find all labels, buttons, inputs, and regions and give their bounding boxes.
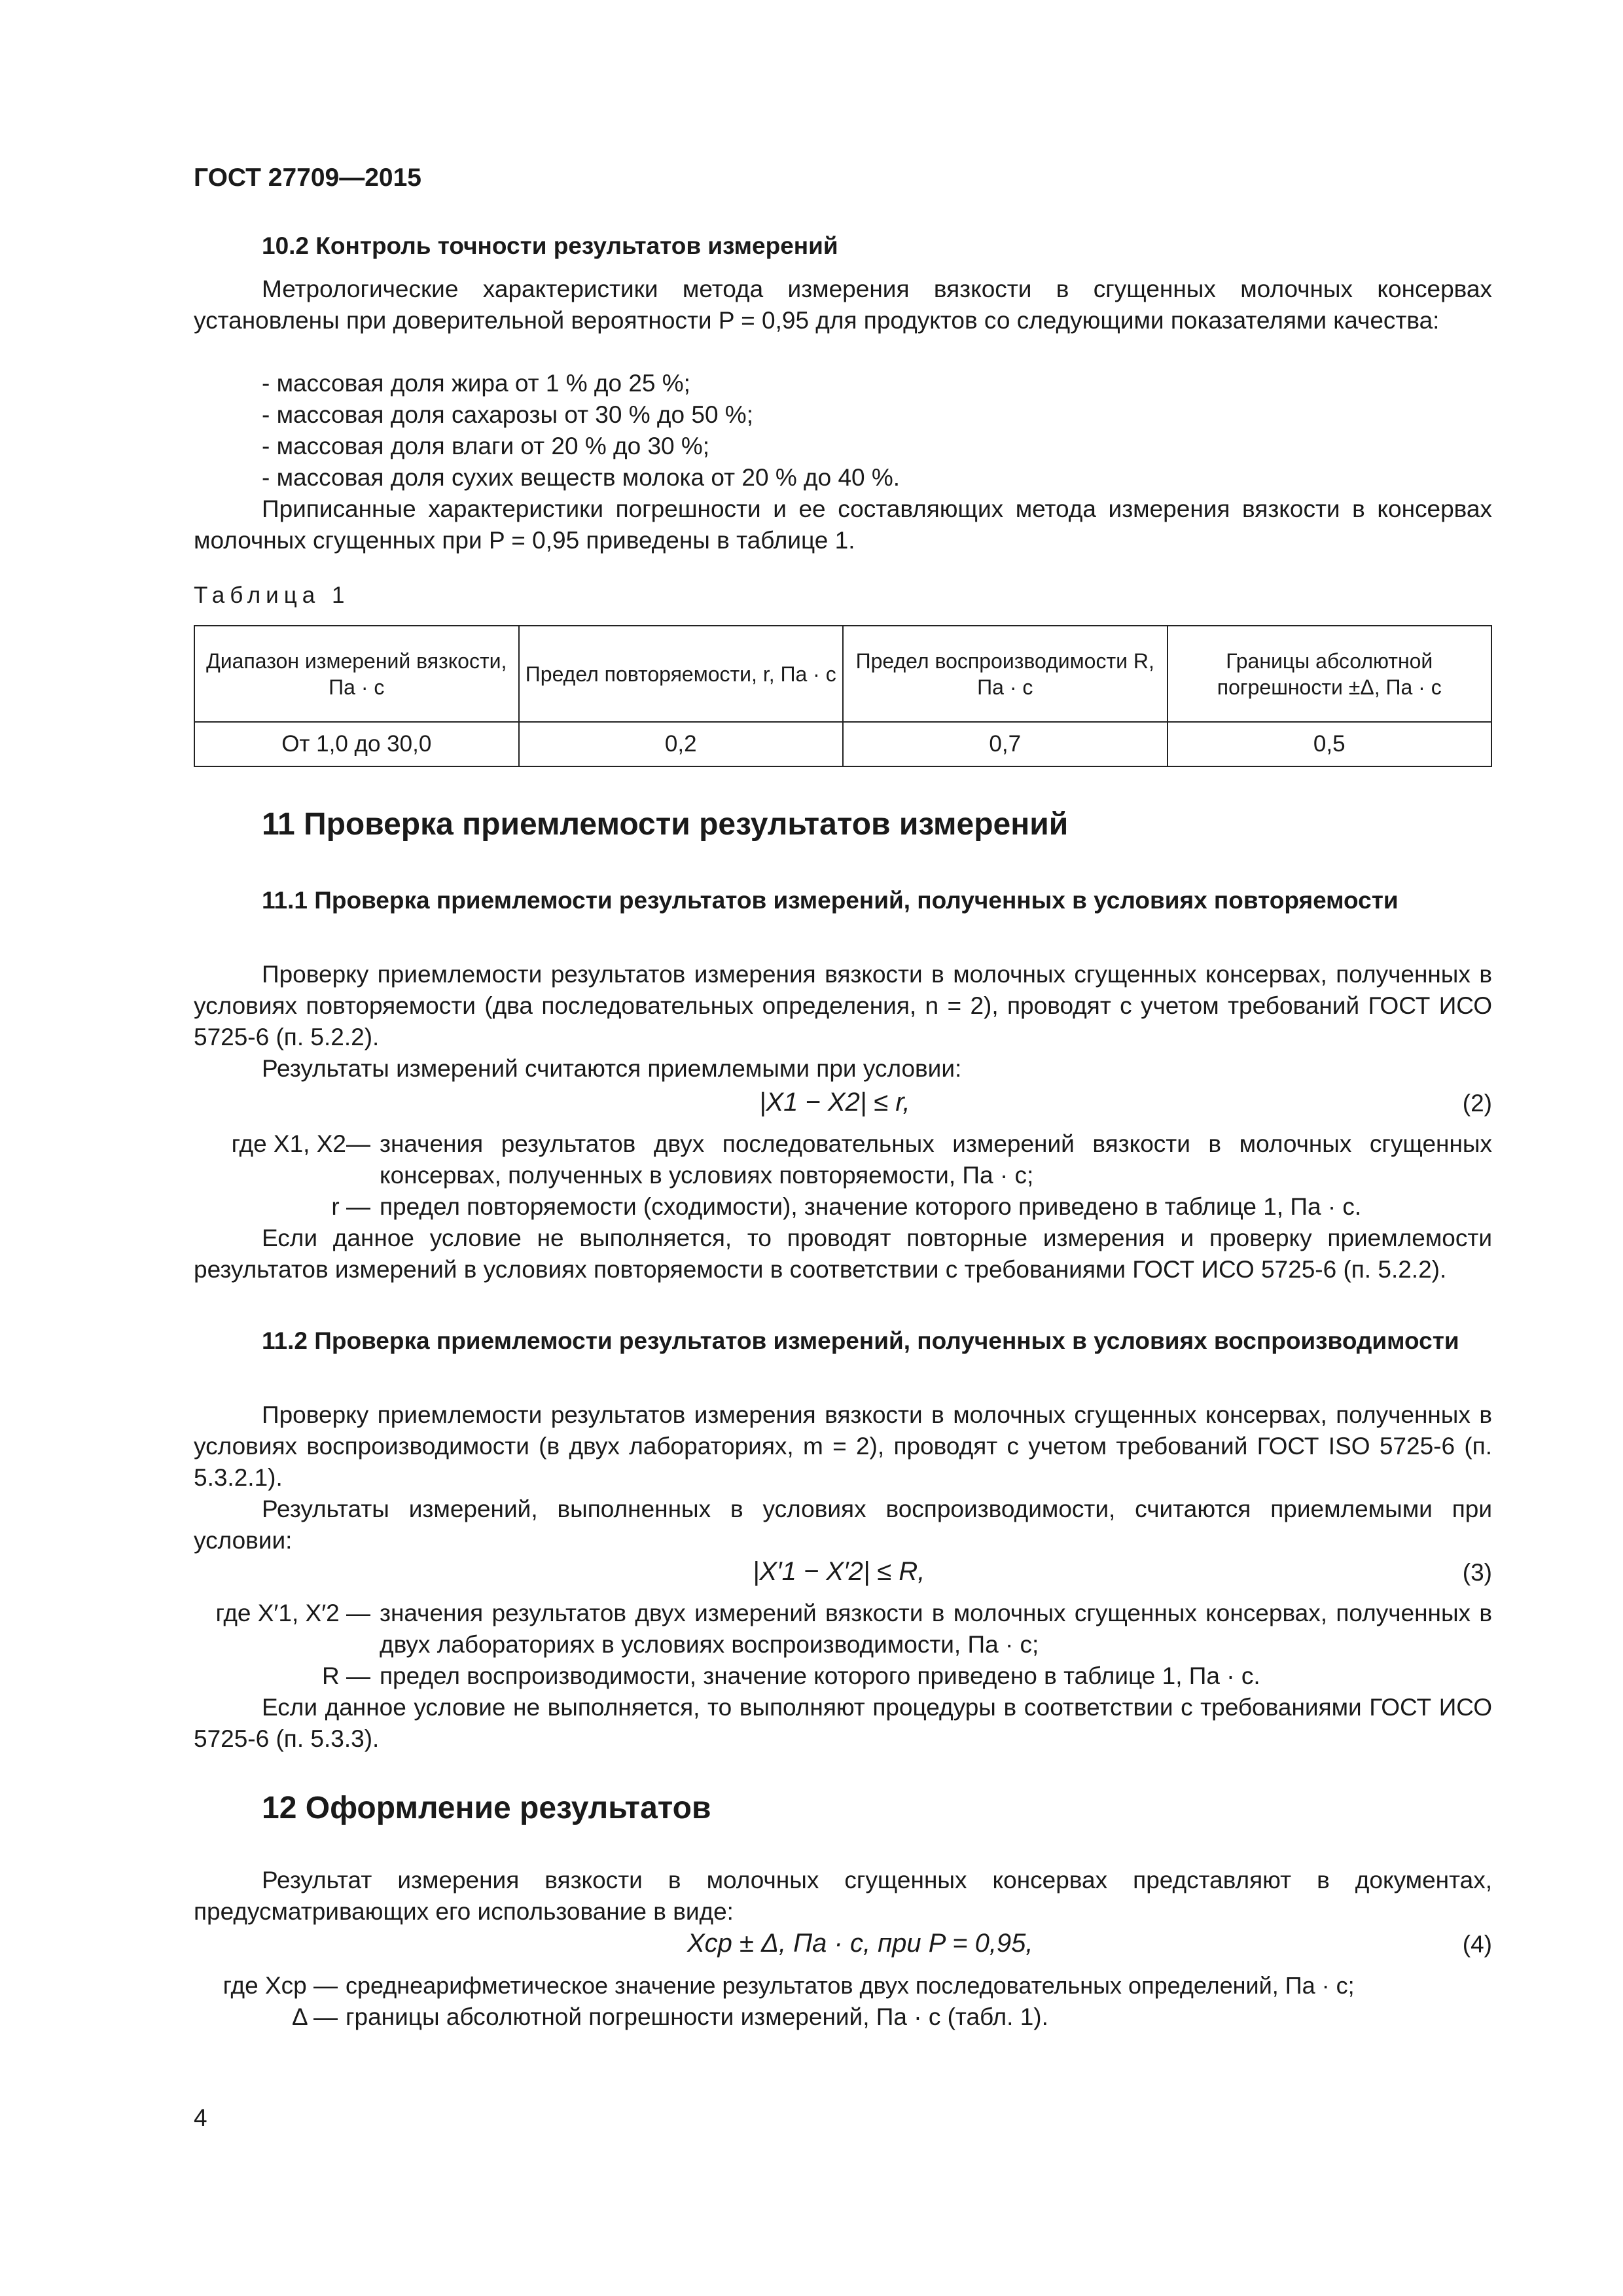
s10-2-paragraph-2: Приписанные характеристики погрешности и ее составляющих метода измерения вязкости в консервах молочных сгущенных при P = 0,95 приведены в таблице 1. [194, 495, 1492, 554]
where-term: где Xср — [223, 1972, 338, 1999]
s12-paragraph-1: Результат измерения вязкости в молочных сгущенных консервах представляют в документах, предусматривающих его использование в виде: [194, 1867, 1492, 1925]
where-term: R — [322, 1662, 370, 1689]
section-10-2-title: 10.2 Контроль точности результатов измерений [262, 232, 838, 259]
where-definition: значения результатов двух последовательных измерений вязкости в молочных сгущенных консервах, полученных в условиях повторяемости, Па · с; [380, 1130, 1492, 1189]
section-11-title: 11 Проверка приемлемости результатов измерений [262, 807, 1069, 842]
where-term: где X1, X2— [231, 1130, 370, 1157]
table-header-cell: Границы абсолютной погрешности ±Δ, Па · с [1168, 626, 1492, 722]
formula-4: Xср ± Δ, Па · с, при P = 0,95, [687, 1929, 1033, 1958]
section-11-2-title: 11.2 Проверка приемлемости результатов измерений, полученных в условиях воспроизводимости [262, 1327, 1459, 1354]
table-header-cell: Диапазон измерений вязкости, Па · с [194, 626, 519, 722]
list-item: - массовая доля влаги от 20 % до 30 %; [262, 433, 710, 459]
formula-4-number: (4) [1462, 1931, 1492, 1958]
table-caption: Таблица 1 [194, 583, 350, 608]
s11-1-paragraph-3: Если данное условие не выполняется, то проводят повторные измерения и проверку приемлемости результатов измерений в условиях повторяемости в соответствии с требованиями ГОСТ ИСО 5725-6 (п. 5.2.2). [194, 1225, 1492, 1283]
document-header: ГОСТ 27709—2015 [194, 164, 421, 192]
list-item: - массовая доля жира от 1 % до 25 %; [262, 370, 690, 397]
table-cell: 0,5 [1168, 722, 1492, 766]
page-number: 4 [194, 2104, 207, 2131]
formula-3: |X′1 − X′2| ≤ R, [753, 1557, 925, 1586]
list-item: - массовая доля сухих веществ молока от 20 % до 40 %. [262, 464, 901, 491]
s11-2-paragraph-1: Проверку приемлемости результатов измерения вязкости в молочных сгущенных консервах, полученных в условиях воспроизводимости (в двух лабораториях, m = 2), проводят с учетом требований ГОСТ ISO 5725-6 (п. 5.3.2.1). [194, 1401, 1492, 1491]
s10-2-paragraph-1: Метрологические характеристики метода измерения вязкости в сгущенных молочных консервах установлены при доверительной вероятности P = 0,95 для продуктов со следующими показателями качества: [194, 276, 1492, 334]
list-item: - массовая доля сахарозы от 30 % до 50 %; [262, 401, 753, 428]
table-header-cell: Предел воспроизводимости R, Па · с [843, 626, 1168, 722]
where-term: где X′1, X′2 — [215, 1600, 370, 1626]
s11-1-paragraph-1: Проверку приемлемости результатов измерения вязкости в молочных сгущенных консервах, полученных в условиях повторяемости (два последовательных определения, n = 2), проводят с учетом требований ГОСТ ИСО 5725-6 (п. 5.2.2). [194, 961, 1492, 1050]
s11-1-paragraph-2: Результаты измерений считаются приемлемыми при условии: [262, 1055, 962, 1082]
where-definition: среднеарифметическое значение результатов двух последовательных определений, Па · с; [346, 1972, 1355, 1999]
table-cell: 0,7 [843, 722, 1168, 766]
where-definition: границы абсолютной погрешности измерений, Па · с (табл. 1). [346, 2003, 1048, 2030]
where-definition: предел повторяемости (сходимости), значение которого приведено в таблице 1, Па · с. [380, 1193, 1362, 1220]
where-term: Δ — [292, 2003, 338, 2030]
formula-3-number: (3) [1462, 1559, 1492, 1586]
s11-2-paragraph-3: Если данное условие не выполняется, то выполняют процедуры в соответствии с требованиями ГОСТ ИСО 5725-6 (п. 5.3.3). [194, 1694, 1492, 1752]
table-1 [194, 625, 1492, 767]
where-definition: предел воспроизводимости, значение которого приведено в таблице 1, Па · с. [380, 1662, 1260, 1689]
table-row [194, 722, 1491, 766]
table-cell: От 1,0 до 30,0 [194, 722, 519, 766]
table-cell: 0,2 [519, 722, 844, 766]
where-definition: значения результатов двух измерений вязкости в молочных сгущенных консервах, полученных в двух лабораториях в условиях воспроизводимости, Па · с; [380, 1600, 1492, 1658]
formula-2-number: (2) [1462, 1090, 1492, 1117]
table-header-cell: Предел повторяемости, r, Па · с [519, 626, 844, 722]
formula-2: |X1 − X2| ≤ r, [759, 1088, 910, 1117]
where-term: r — [331, 1193, 370, 1220]
section-11-1-title: 11.1 Проверка приемлемости результатов измерений, полученных в условиях повторяемости [262, 887, 1399, 914]
section-12-title: 12 Оформление результатов [262, 1791, 711, 1825]
s11-2-paragraph-2: Результаты измерений, выполненных в условиях воспроизводимости, считаются приемлемыми при условии: [194, 1496, 1492, 1554]
